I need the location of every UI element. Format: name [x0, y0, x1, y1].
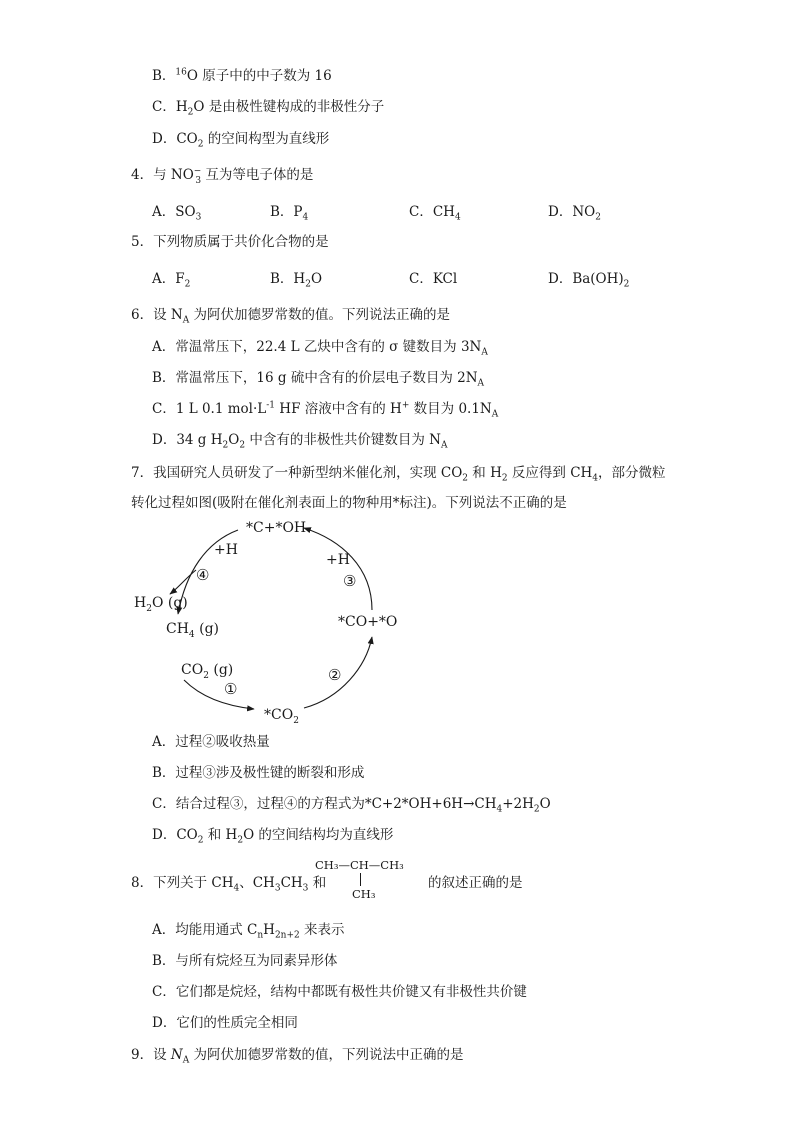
node-co-o: *CO+*O	[338, 614, 398, 630]
q6-option-d: D．34 g $H_2O_2$ 中含有的非极性共价键数目为 $N_A$	[152, 432, 448, 451]
step3-marker: ③	[343, 572, 357, 590]
label-ch4: $CH_4$ (g)	[166, 621, 219, 640]
label-co2-gas: $CO_2$ (g)	[181, 662, 234, 681]
step2-marker: ②	[328, 666, 342, 684]
q4-option-b: B．$P_4$	[270, 204, 309, 223]
arrow-step3	[304, 528, 372, 610]
q6-stem: 6．设 $N_A$ 为阿伏加德罗常数的值。下列说法正确的是	[131, 307, 450, 326]
q7-option-a: A．过程②吸收热量	[152, 734, 270, 750]
structure-bond-line	[360, 873, 361, 886]
q8-stem-tail: 的叙述正确的是	[428, 875, 523, 891]
arrow-h2o-branch	[170, 570, 196, 594]
q7-option-b: B．过程③涉及极性键的断裂和形成	[152, 765, 365, 781]
q3-option-d: D．$CO_2$ 的空间构型为直线形	[152, 131, 330, 150]
q8-option-a: A．均能用通式 $C_nH_{2n+2}$ 来表示	[152, 922, 345, 941]
q4-option-c: C．$CH_4$	[409, 204, 461, 223]
q7-option-d: D．$CO_2$ 和 $H_2O$ 的空间结构均为直线形	[152, 827, 394, 846]
q9-stem: 9．设 $N_A$ 为阿伏加德罗常数的值，下列说法中正确的是	[131, 1047, 464, 1066]
node-c-oh: *C+*OH	[246, 520, 307, 536]
q5-option-c: C．KCl	[409, 271, 458, 287]
step1-marker: ①	[224, 680, 238, 698]
label-plus-h-left: +H	[214, 542, 238, 558]
q4-stem: 4．与 $NO^-_3$ 互为等电子体的是	[131, 166, 314, 186]
q5-option-d: D．$Ba(OH)_2$	[548, 271, 630, 290]
structure-branch: CH₃	[352, 887, 376, 901]
q5-stem: 5．下列物质属于共价化合物的是	[131, 234, 329, 250]
structure-main-chain: CH₃—CH—CH₃	[315, 858, 404, 872]
q6-option-c: C．1 L 0.1 $mol\cdot L^{-1}$ HF 溶液中含有的 H+ 数目为 $0.1N_A$	[152, 400, 499, 420]
q7-option-c: C．结合过程③，过程④的方程式为$*C+2*OH+6H\to CH_4+2H_2O$	[152, 796, 551, 815]
reaction-cycle-svg	[126, 512, 416, 724]
q7-stem-line2: 转化过程如图(吸附在催化剂表面上的物种用*标注)。下列说法不正确的是	[131, 495, 567, 511]
q8-option-d: D．它们的性质完全相同	[152, 1015, 298, 1031]
step4-marker: ④	[196, 566, 210, 584]
label-h2o: $H_2O$ (g)	[134, 595, 188, 614]
q8-stem: 8．下列关于 $CH_4$、$CH_3CH_3$ 和	[131, 875, 327, 894]
q4-option-a: A．$SO_3$	[152, 204, 202, 223]
q5-option-a: A．$F_2$	[152, 271, 191, 290]
reaction-cycle-diagram	[126, 512, 416, 724]
label-plus-h-right: +H	[326, 552, 350, 568]
node-co2-adsorbed: $*CO_2$	[264, 707, 299, 726]
q8-option-b: B．与所有烷烃互为同素异形体	[152, 953, 338, 969]
q6-option-b: B．常温常压下，16 g 硫中含有的价层电子数目为 $2N_A$	[152, 370, 485, 389]
arrow-step1	[184, 680, 254, 709]
q3-option-b: B．$^{16}$O 原子中的中子数为 16	[152, 67, 332, 84]
q3-option-c: C．$H_2O$ 是由极性键构成的非极性分子	[152, 99, 385, 118]
q6-option-a: A．常温常压下，22.4 L 乙炔中含有的 σ 键数目为 $3N_A$	[152, 339, 488, 358]
q8-option-c: C．它们都是烷烃，结构中都既有极性共价键又有非极性共价键	[152, 984, 527, 1000]
isobutane-structure	[315, 858, 430, 904]
q7-stem-line1: 7．我国研究人员研发了一种新型纳米催化剂，实现 $CO_2$ 和 $H_2$ 反应得到 $CH_4$，部分微粒	[131, 465, 666, 484]
q5-option-b: B．$H_2O$	[270, 271, 323, 290]
q4-option-d: D．$NO_2$	[548, 204, 601, 223]
